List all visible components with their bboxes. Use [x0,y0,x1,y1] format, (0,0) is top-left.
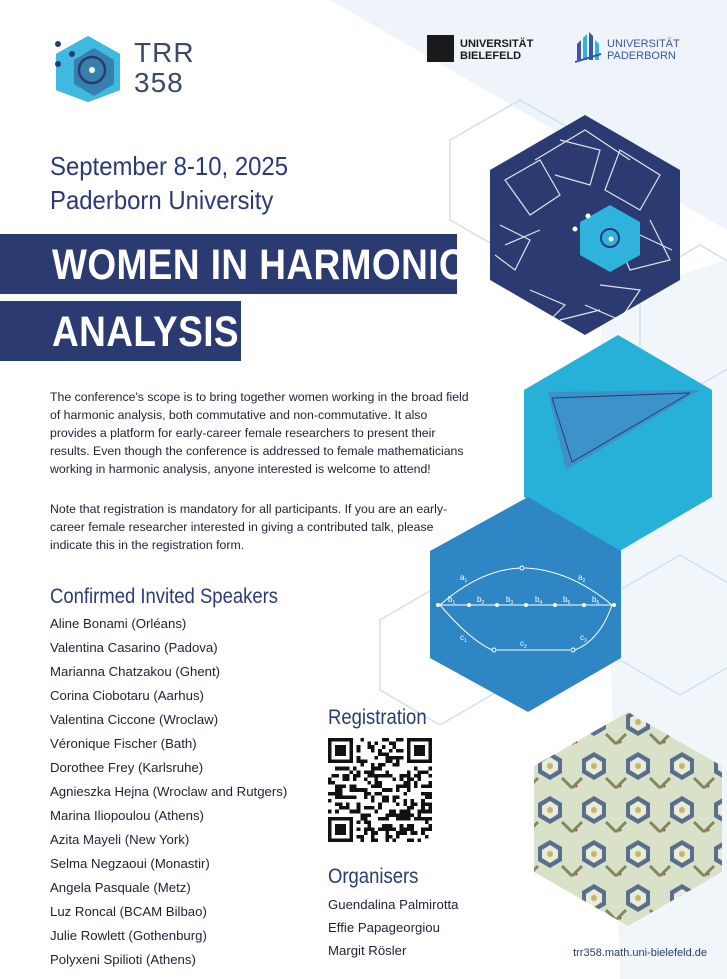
organisers-list [328,893,458,962]
diagram-label-a2: $a_2$ [578,573,586,584]
speaker-item: Angela Pasquale (Metz) [50,880,191,895]
registration-qr-code[interactable] [328,738,432,842]
speaker-item: Agnieszka Hejna (Wroclaw and Rutgers) [50,784,288,799]
paderborn-logo-text: UNIVERSITÄT PADERBORN [607,38,680,62]
website-url[interactable]: trr358.math.uni-bielefeld.de [573,947,707,959]
event-title-line1: WOMEN IN HARMONIC [52,241,467,289]
event-title-line2: ANALYSIS [52,308,240,356]
title-banner-line2 [0,301,241,361]
speaker-item: Marianna Chatzakou (Ghent) [50,664,221,679]
speakers-heading: Confirmed Invited Speakers [50,585,279,608]
paderborn-icon [575,30,603,64]
description-paragraph-2: Note that registration is mandatory for all participants. If you are an early-career female researcher interested in giving a contributed talk, please indicate this in the registration form. [50,502,448,552]
diagram-label-c2: $c_2$ [520,639,527,650]
speaker-item: Valentina Casarino (Padova) [50,640,218,655]
diagram-label-b2: $b_2$ [477,595,485,606]
trr-hexagon-icon [48,34,128,104]
event-date: September 8-10, 2025 [50,151,289,181]
speaker-item: Corina Ciobotaru (Aarhus) [50,688,204,703]
speaker-item: Marina Iliopoulou (Athens) [50,808,204,823]
diagram-label-b4: $b_4$ [535,595,543,606]
event-place: Paderborn University [50,185,274,215]
speakers-list [50,612,287,972]
speaker-item: Aline Bonami (Orléans) [50,616,187,631]
bielefeld-square-icon [427,35,454,62]
diagram-label-b3: $b_3$ [506,595,514,606]
organiser-item: Margit Rösler [328,943,407,958]
description-paragraph-1: The conference's scope is to bring together women working in the broad field of harmonic analysis, both commutative and non-commutative. It also provides a platform for early-career female researchers to present their results. Even though the conference is addressed to female mathematicians working in harmonic analysis, anyone interested is welcome to attend! [50,390,469,476]
trr-text-line2: 358 [134,67,184,98]
organisers-heading: Organisers [328,865,419,888]
diagram-label-b5: $b_5$ [563,595,571,606]
speaker-item: Dorothee Frey (Karlsruhe) [50,760,204,775]
speaker-item: Luz Roncal (BCAM Bilbao) [50,904,207,919]
speaker-item: Selma Negzaoui (Monastir) [50,856,210,871]
trr358-logo [48,34,218,104]
diagram-label-c1: $c_1$ [460,633,467,644]
trr-logo-text [134,38,195,98]
diagram-label-a1: $a_1$ [460,573,468,584]
diagram-label-b6: $b_6$ [592,595,600,606]
organiser-item: Effie Papageorgiou [328,920,440,935]
organiser-item: Guendalina Palmirotta [328,897,459,912]
diagram-label-c3: $c_3$ [580,633,587,644]
speaker-item: Polyxeni Spilioti (Athens) [50,952,196,967]
speaker-item: Valentina Ciccone (Wroclaw) [50,712,219,727]
registration-heading: Registration [328,706,427,729]
bielefeld-logo [427,35,557,65]
diagram-label-b1: $b_1$ [448,595,456,606]
bielefeld-logo-text: UNIVERSITÄT BIELEFELD [460,38,534,62]
speaker-item: Julie Rowlett (Gothenburg) [50,928,207,943]
speaker-item: Azita Mayeli (New York) [50,832,190,847]
speaker-item: Véronique Fischer (Bath) [50,736,197,751]
paderborn-logo [575,30,705,66]
title-banner-line1 [0,234,467,294]
trr-text-line1: TRR [134,37,195,68]
